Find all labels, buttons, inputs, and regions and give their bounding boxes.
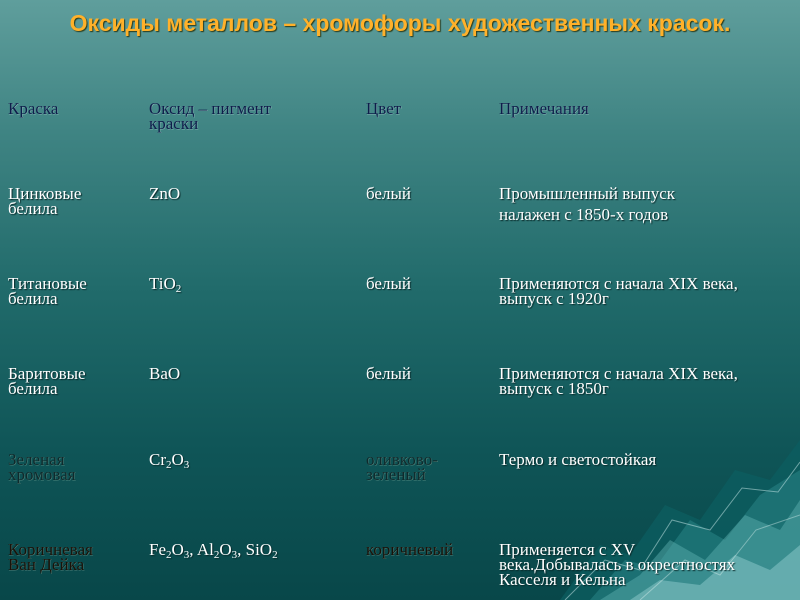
- row1-paint: [8, 186, 81, 216]
- header-notes: Примечания: [499, 99, 589, 118]
- row5-note-line2: века.Добывалась в окрестностях: [499, 555, 736, 574]
- row5-formula-o1: O: [171, 540, 184, 559]
- row4-color-line1: оливково-: [366, 450, 438, 469]
- row4-paint-line2: хромовая: [8, 465, 76, 484]
- row2-formula-sub: 2: [175, 283, 182, 295]
- row5-formula-sub1: 2: [166, 549, 172, 561]
- row4-color: [366, 452, 438, 482]
- row4-formula-sub2: 3: [183, 459, 190, 471]
- row1-paint-line2: белила: [8, 199, 58, 218]
- row1-note: [499, 186, 675, 222]
- row4-formula-el2: O: [171, 450, 184, 469]
- row3-note-line1: Применяются с начала XIX века,: [499, 364, 738, 383]
- row1-note-line1: Промышленный выпуск: [499, 184, 676, 203]
- row5-paint-line1: Коричневая: [8, 540, 93, 559]
- row5-note-line3: Касселя и Кельна: [499, 570, 626, 589]
- row4-paint: [8, 452, 76, 482]
- row2-color: белый: [366, 274, 411, 293]
- header-oxide-line1: Оксид – пигмент: [149, 99, 272, 118]
- header-oxide-line2: краски: [149, 114, 199, 133]
- row2-note-line1: Применяются с начала XIX века,: [499, 274, 738, 293]
- row5-formula: [149, 540, 278, 561]
- row3-color: белый: [366, 364, 411, 383]
- row3-paint-line2: белила: [8, 379, 58, 398]
- row4-formula: [149, 450, 190, 471]
- row2-paint-line1: Титановые: [8, 274, 87, 293]
- row5-formula-sub2: 3: [183, 549, 190, 561]
- row5-formula-al: , Al: [189, 540, 214, 559]
- row5-formula-sub3: 2: [213, 549, 220, 561]
- row5-paint: [8, 542, 93, 572]
- row5-color: коричневый: [366, 540, 454, 559]
- row2-formula-main: TiO: [149, 274, 176, 293]
- row4-color-line2: зеленый: [366, 465, 426, 484]
- row2-formula: [149, 274, 182, 295]
- row3-paint-line1: Баритовые: [8, 364, 86, 383]
- row5-formula-si: , SiO: [237, 540, 273, 559]
- row5-formula-sub5: 2: [272, 549, 278, 561]
- row2-note: [499, 276, 738, 306]
- header-paint: Краска: [8, 99, 59, 118]
- row1-color: белый: [366, 184, 411, 203]
- row5-formula-o2: O: [219, 540, 232, 559]
- row1-paint-line1: Цинковые: [8, 184, 82, 203]
- header-oxide: [149, 101, 271, 131]
- slide-title: Оксиды металлов – хромофоры художественных красок.: [69, 10, 731, 36]
- row4-formula-el1: Cr: [149, 450, 166, 469]
- row3-formula: BaO: [149, 364, 181, 383]
- row1-note-line2: налажен с 1850-х годов: [499, 205, 669, 224]
- row5-paint-line2: Ван Дейка: [8, 555, 85, 574]
- row5-formula-fe: Fe: [149, 540, 166, 559]
- row4-formula-sub1: 2: [166, 459, 172, 471]
- row4-note: Термо и светостойкая: [499, 450, 657, 469]
- header-color: Цвет: [366, 99, 402, 118]
- row5-formula-sub4: 3: [231, 549, 238, 561]
- row2-paint-line2: белила: [8, 289, 58, 308]
- row3-note: [499, 366, 738, 396]
- row5-note: [499, 542, 735, 587]
- row5-note-line1: Применяется с XV: [499, 540, 636, 559]
- row3-note-line2: выпуск с 1850г: [499, 379, 609, 398]
- row2-paint: [8, 276, 87, 306]
- row4-paint-line1: Зеленая: [8, 450, 65, 469]
- row3-paint: [8, 366, 86, 396]
- row1-formula: ZnO: [149, 184, 181, 203]
- row2-note-line2: выпуск с 1920г: [499, 289, 609, 308]
